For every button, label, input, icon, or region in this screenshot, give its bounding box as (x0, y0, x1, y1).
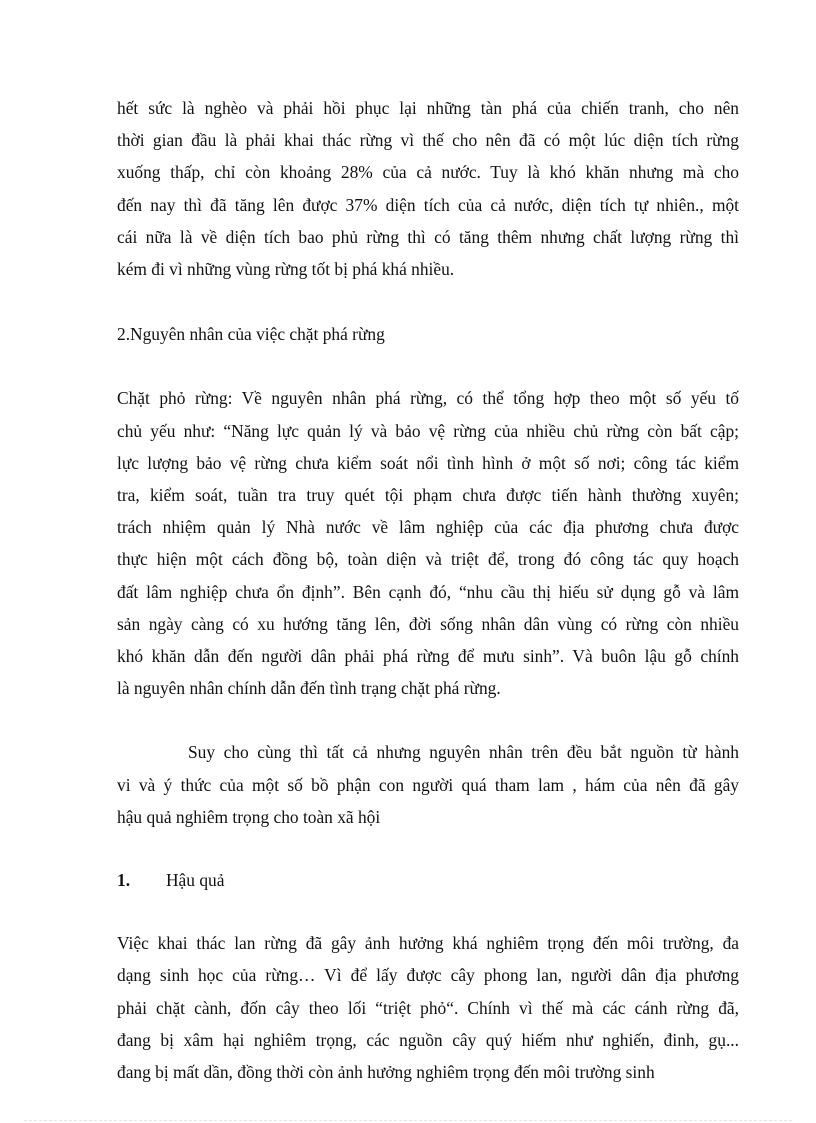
text-line: đang bị mất dần, đồng thời còn ảnh hưởng nghiêm trọng đến môi trường sinh (117, 1062, 655, 1083)
text-line: đến nay thì đã tăng lên được 37% diện tích của cả nước, diện tích tự nhiên., một (117, 194, 739, 215)
text-line: là nguyên nhân chính dẫn đến tình trạng chặt phá rừng. (117, 678, 501, 699)
text-line: vi và ý thức của một số bồ phận con người quá tham lam , hám của nên đã gây (117, 774, 739, 795)
text-line: xuống thấp, chỉ còn khoảng 28% của cả nước. Tuy là khó khăn nhưng mà cho (117, 162, 739, 183)
section-heading-consequences (117, 864, 739, 896)
text-line: hết sức là nghèo và phải hồi phục lại những tàn phá của chiến tranh, cho nên (117, 98, 739, 118)
paragraph-consequences (117, 927, 739, 1088)
document-page (117, 92, 739, 1088)
text-line: đất lâm nghiệp chưa ổn định”. Bên cạnh đó, “nhu cầu thị hiếu sử dụng gỗ và lâm (117, 581, 739, 602)
text-line: đang bị xâm hại nghiêm trọng, các nguồn cây quý hiếm như nghiến, đinh, gụ... (117, 1029, 739, 1050)
text-line: sản ngày càng có xu hướng tăng lên, đời sống nhân dân vùng có rừng còn nhiều (117, 613, 739, 634)
text-line: trách nhiệm quản lý Nhà nước về lâm nghiệp của các địa phương chưa được (117, 517, 739, 538)
text-line: Chặt phỏ rừng: Về nguyên nhân phá rừng, có thể tổng hợp theo một số yếu tố (117, 388, 739, 409)
text-line: lực lượng bảo vệ rừng chưa kiểm soát nổi tình hình ở một số nơi; công tác kiểm (117, 452, 739, 473)
text-line: Suy cho cùng thì tất cả nhưng nguyên nhân trên đều bắt nguồn từ hành (188, 742, 739, 763)
text-line: tra, kiểm soát, tuần tra truy quét tội phạm chưa được tiến hành thường xuyên; (117, 485, 739, 506)
text-line: khó khăn dẫn đến người dân phải phá rừng để mưu sinh”. Và buôn lậu gỗ chính (117, 646, 739, 667)
text-line: kém đi vì những vùng rừng tốt bị phá khá nhiều. (117, 259, 455, 280)
text-line: chủ yếu như: “Năng lực quản lý và bảo vệ rừng của nhiều chủ rừng còn bất cập; (117, 420, 739, 441)
page-bottom-divider (24, 1120, 792, 1121)
section-heading-causes: 2.Nguyên nhân của việc chặt phá rừng (117, 324, 385, 345)
text-line: thời gian đầu là phải khai thác rừng vì thế cho nên đã có một lúc diện tích rừng (117, 130, 739, 151)
text-line: phải chặt cành, đốn cây theo lối “triệt phỏ“. Chính vì thế mà các cánh rừng đã, (117, 997, 739, 1018)
text-line: dạng sinh học của rừng… Vì để lấy được cây phong lan, người dân địa phương (117, 965, 739, 986)
text-line: hậu quả nghiêm trọng cho toàn xã hội (117, 806, 381, 827)
text-line: thực hiện một cách đồng bộ, toàn diện và triệt để, trong đó công tác quy hoạch (117, 549, 739, 570)
paragraph-forest-area (117, 92, 739, 285)
heading-text: Hậu quả (166, 870, 225, 891)
text-line: cái nữa là về diện tích bao phủ rừng thì có tăng thêm nhưng chất lượng rừng thì (117, 226, 739, 247)
paragraph-causes (117, 382, 739, 704)
heading-number: 1. (117, 870, 131, 891)
text-line: Việc khai thác lan rừng đã gây ảnh hưởng khá nghiêm trọng đến môi trường, đa (117, 933, 739, 954)
paragraph-conclusion (117, 736, 739, 833)
